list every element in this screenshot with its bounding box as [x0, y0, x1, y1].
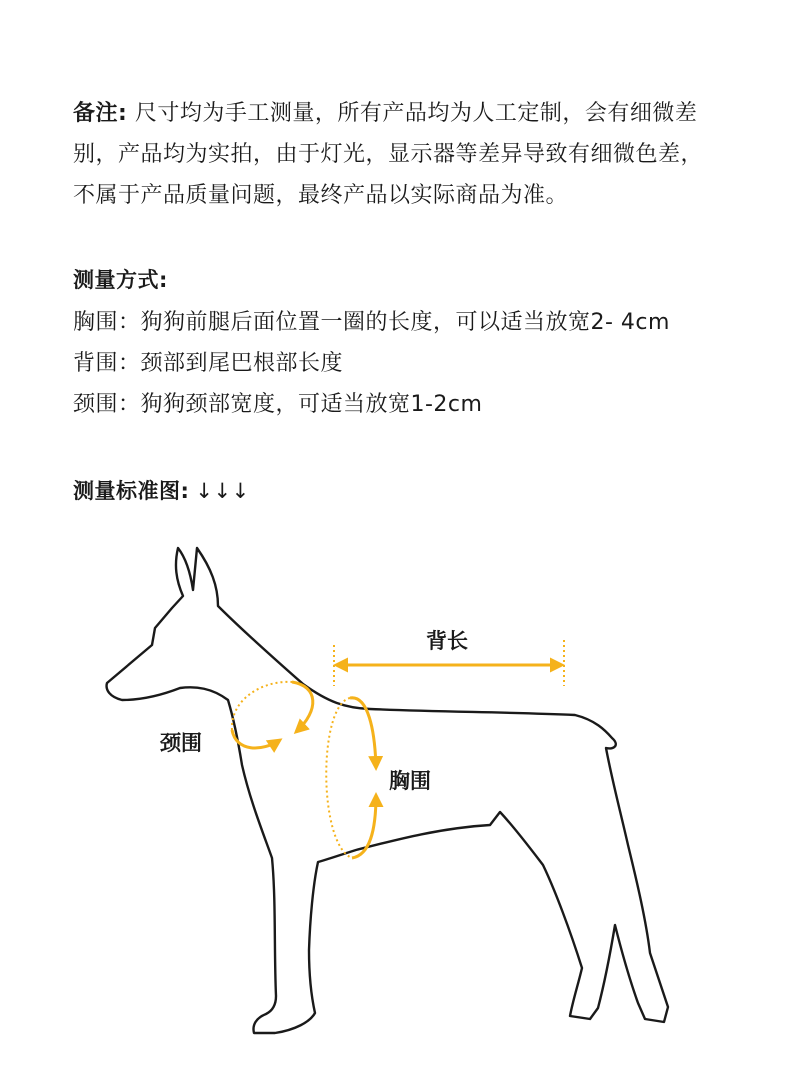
neck-label: 颈围 — [160, 731, 202, 755]
measure-title: 测量方式: — [73, 268, 168, 292]
measure-item-neck: 颈围：狗狗颈部宽度，可适当放宽1-2cm — [73, 392, 483, 417]
dog-outline-icon — [107, 548, 668, 1033]
measure-item-back: 背围：颈部到尾巴根部长度 — [73, 351, 344, 376]
down-arrows-icon: ↓↓↓ — [195, 479, 250, 503]
chest-label: 胸围 — [389, 769, 431, 793]
standard-title-text: 测量标准图: — [73, 479, 190, 503]
note-text: 尺寸均为手工测量，所有产品均为人工定制，会有细微差别，产品均为实拍，由于灯光，显示器等差异导致有细微色差，不属于产品质量问题，最终产品以实际商品为准。 — [73, 101, 704, 208]
neck-dotted-loop — [232, 682, 292, 730]
note-label: 备注: — [73, 101, 128, 126]
back-length-label: 背长 — [426, 629, 468, 653]
chest-dotted-loop — [326, 698, 352, 858]
measure-item-chest: 胸围：狗狗前腿后面位置一圈的长度，可以适当放宽2- 4cm — [73, 310, 670, 335]
chest-solid-arrow-bottom — [352, 795, 376, 858]
neck-solid-arrow-2 — [292, 682, 313, 732]
